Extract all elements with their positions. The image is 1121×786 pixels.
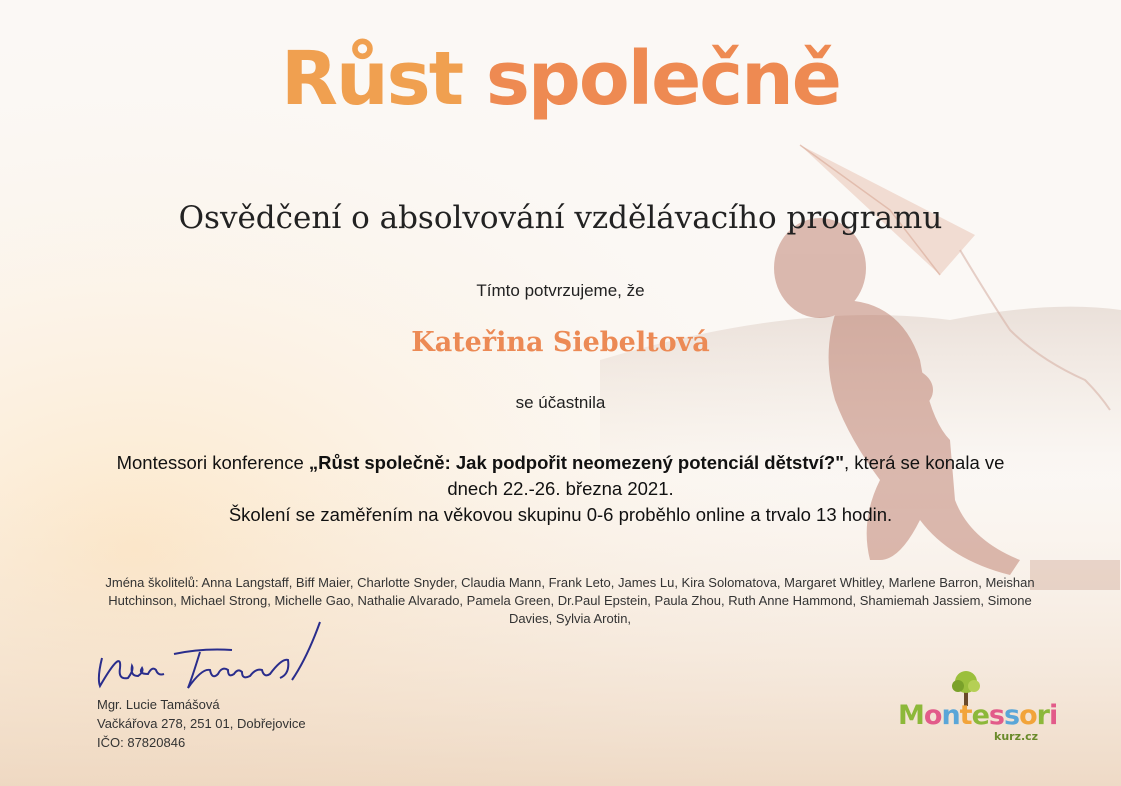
body-prefix: Montessori konference [116, 452, 309, 473]
montessori-logo-sub: kurz.cz [994, 730, 1039, 743]
confirm-text: Tímto potvrzujeme, že [476, 281, 645, 300]
event-name: „Růst společně: Jak podpořit neomezený potenciál dětství?" [308, 452, 844, 473]
certificate-title: Osvědčení o absolvování vzdělávacího programu [178, 200, 943, 236]
body-line2: Školení se zaměřením na věkovou skupinu 0-6 proběhlo online a trvalo 13 hodin. [228, 504, 893, 525]
certificate-body [100, 450, 1021, 528]
signer-address: Vačkářova 278, 251 01, Dobřejovice [97, 716, 306, 731]
handwritten-signature [92, 618, 332, 698]
participated-text: se účastnila [515, 393, 606, 412]
montessori-kurz-logo [898, 670, 1058, 750]
signer-info [97, 695, 306, 752]
participant-name: Kateřina Siebeltová [411, 327, 710, 358]
logo-word-1: Růst [280, 36, 463, 122]
signer-ico: IČO: 87820846 [97, 735, 186, 750]
logo-word-2: společně [485, 36, 840, 122]
signer-name: Mgr. Lucie Tamášová [97, 697, 220, 712]
montessori-logo-text: Montessori [898, 700, 1058, 731]
body-suffix: , která se konala ve dnech 22.-26. března 2021. [447, 452, 1005, 499]
rust-spolecne-logo [0, 36, 1121, 122]
trainers-list: Jména školitelů: Anna Langstaff, Biff Maier, Charlotte Snyder, Claudia Mann, Frank Leto, James Lu, Kira Solomatova, Margaret Whitley, Marlene Barron, Meishan Hutchinson, Michael Strong, Michelle Gao, Nathalie Alvarado, Pamela Green, Dr.Paul Epstein, Paula Zhou, Ruth Anne Hammond, Shamiemah Jassiem, Simone Davies, Sylvia Arotin, [105, 575, 1035, 626]
